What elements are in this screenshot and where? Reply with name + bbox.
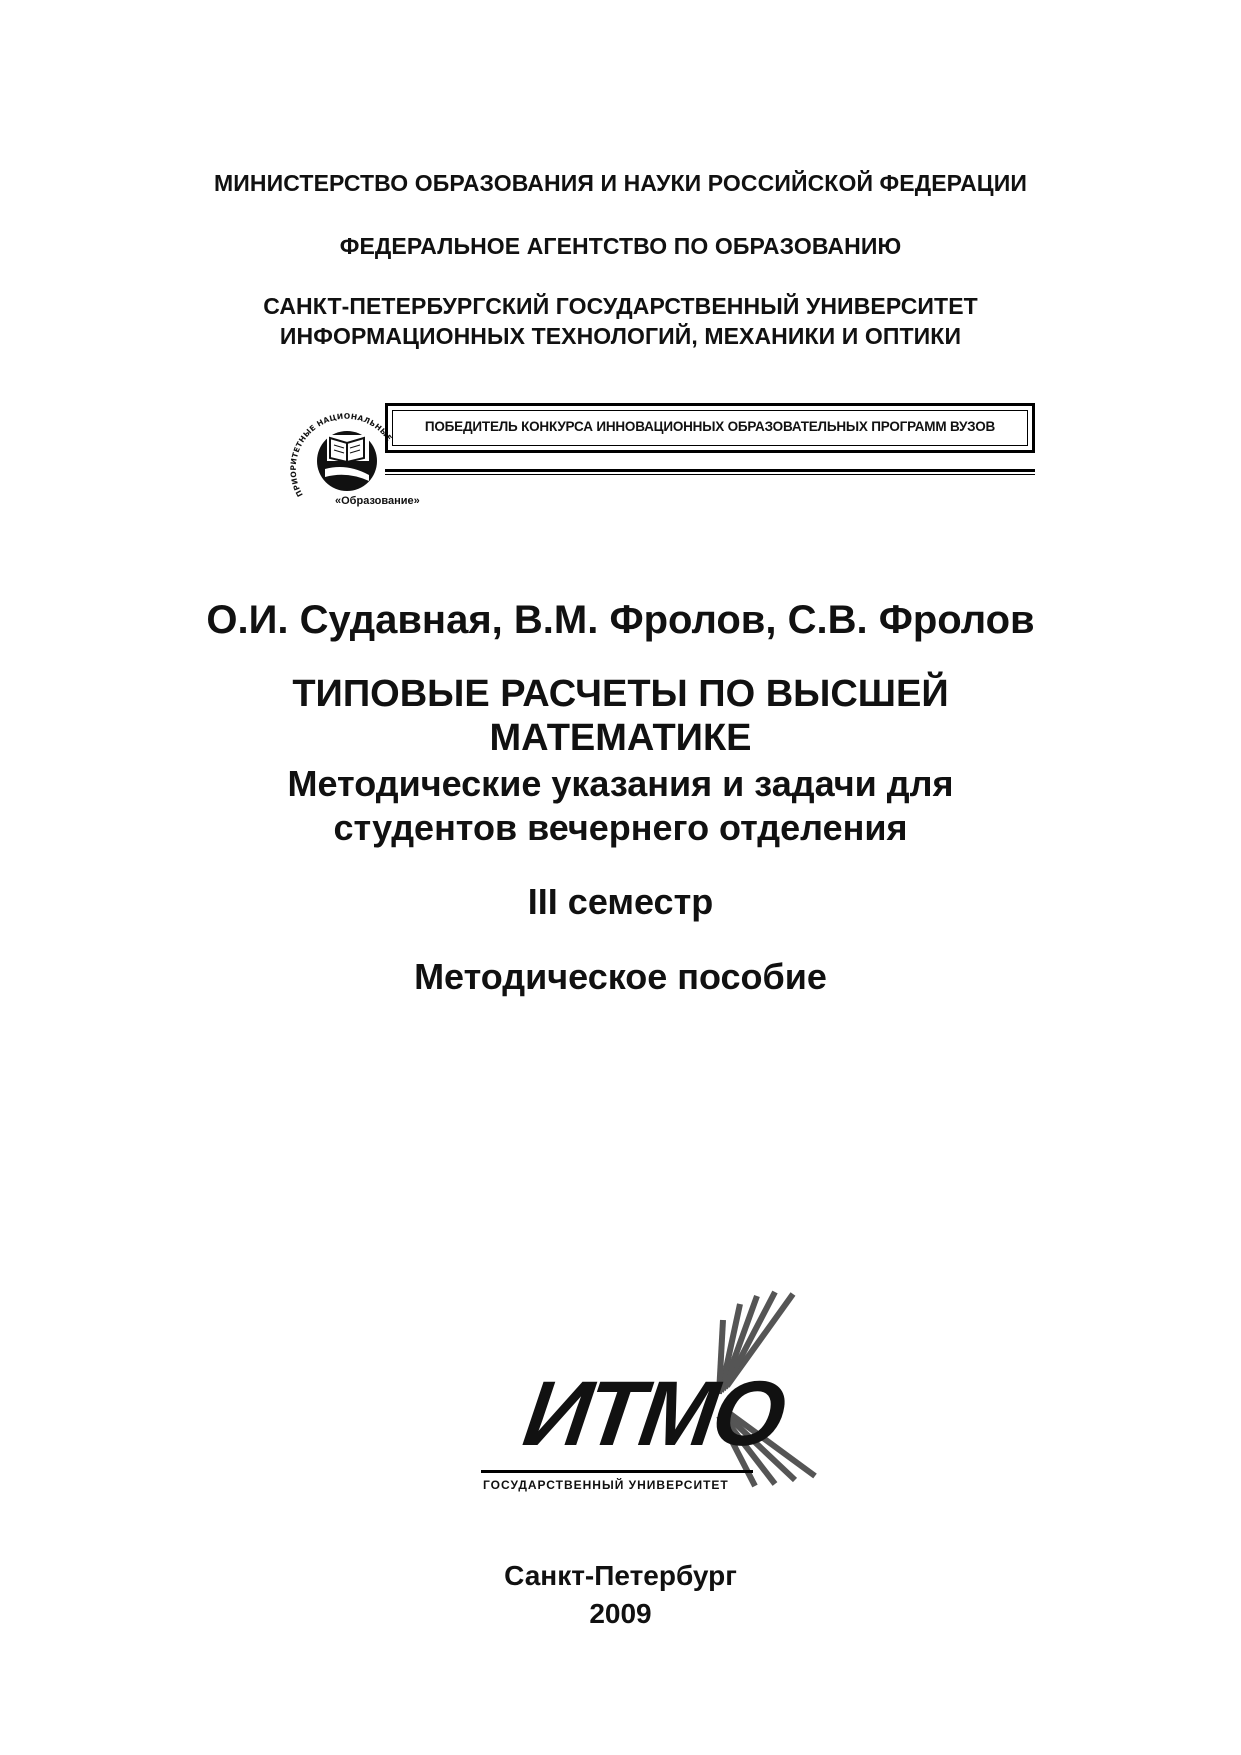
title-line-2: МАТЕМАТИКЕ	[489, 717, 752, 759]
contest-winner-text: ПОБЕДИТЕЛЬ КОНКУРСА ИННОВАЦИОННЫХ ОБРАЗОВАТЕЛЬНЫХ ПРОГРАММ ВУЗОВ	[424, 419, 996, 434]
city: Санкт-Петербург	[504, 1560, 737, 1591]
subtitle-line-1: Методические указания и задачи для	[287, 763, 954, 804]
university-heading-line2: ИНФОРМАЦИОННЫХ ТЕХНОЛОГИЙ, МЕХАНИКИ И ОПТИКИ	[279, 323, 962, 349]
semester: III семестр	[527, 881, 714, 922]
logo-rule	[481, 1470, 753, 1473]
seal-arc-text: ПРИОРИТЕТНЫЕ НАЦИОНАЛЬНЫЕ	[288, 411, 394, 499]
subtitle-line-2: студентов вечернего отделения	[333, 807, 908, 848]
publication-type: Методическое пособие	[414, 956, 827, 997]
seal-caption: «Образование»	[335, 495, 420, 507]
ministry-heading: МИНИСТЕРСТВО ОБРАЗОВАНИЯ И НАУКИ РОССИЙСКОЙ ФЕДЕРАЦИИ	[214, 170, 1027, 196]
agency-heading: ФЕДЕРАЛЬНОЕ АГЕНТСТВО ПО ОБРАЗОВАНИЮ	[339, 233, 902, 259]
itmo-logo	[475, 1290, 835, 1490]
national-project-banner	[285, 403, 1050, 508]
logo-caption: ГОСУДАРСТВЕННЫЙ УНИВЕРСИТЕТ	[483, 1478, 729, 1492]
contest-winner-box	[385, 403, 1035, 453]
title-line-1: ТИПОВЫЕ РАСЧЕТЫ ПО ВЫСШЕЙ	[292, 673, 949, 715]
authors: О.И. Судавная, В.М. Фролов, С.В. Фролов	[206, 598, 1035, 642]
itmo-wordmark: ИТМО	[517, 1363, 788, 1465]
banner-rule	[385, 469, 1035, 475]
year: 2009	[589, 1598, 652, 1629]
university-heading-line1: САНКТ-ПЕТЕРБУРГСКИЙ ГОСУДАРСТВЕННЫЙ УНИВЕРСИТЕТ	[263, 293, 978, 319]
